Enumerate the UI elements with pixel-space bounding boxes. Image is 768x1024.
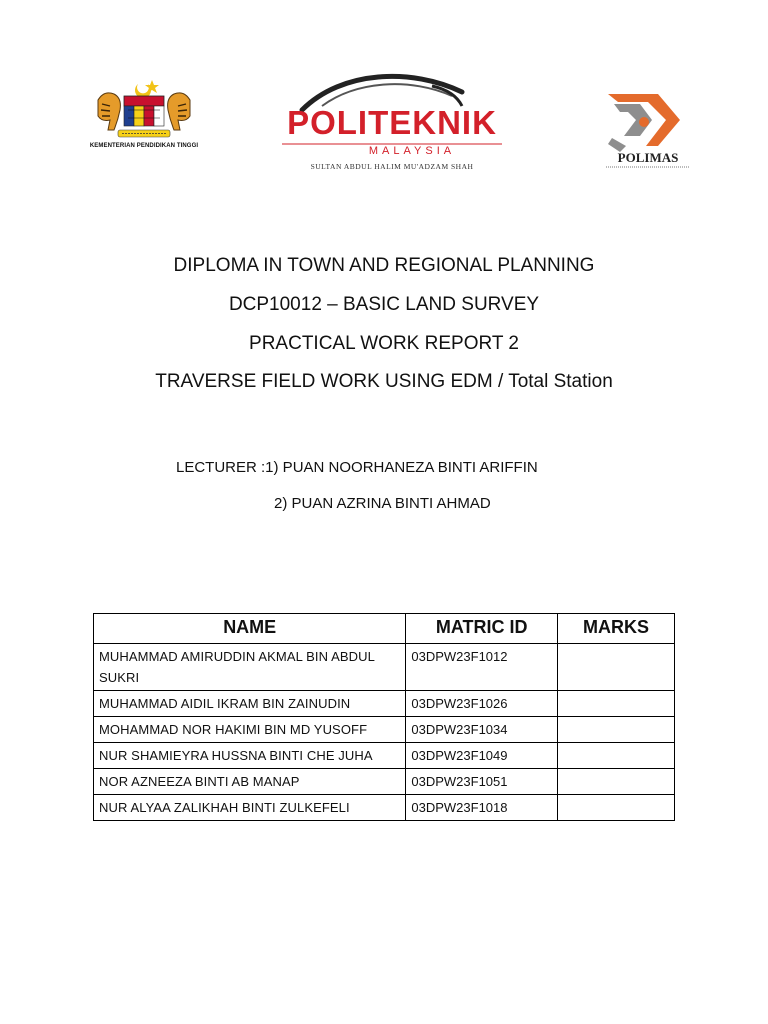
student-name: NUR SHAMIEYRA HUSSNA BINTI CHE JUHA bbox=[94, 743, 406, 769]
politeknik-wordmark: POLITEKNIK bbox=[287, 104, 497, 141]
header-name: NAME bbox=[94, 614, 406, 644]
student-name: MOHAMMAD NOR HAKIMI BIN MD YUSOFF bbox=[94, 717, 406, 743]
student-name: MUHAMMAD AIDIL IKRAM BIN ZAINUDIN bbox=[94, 691, 406, 717]
student-table bbox=[93, 613, 675, 821]
report-title: PRACTICAL WORK REPORT 2 bbox=[249, 333, 519, 354]
table-row bbox=[94, 717, 675, 743]
report-subject-title: TRAVERSE FIELD WORK USING EDM / Total Station bbox=[155, 371, 613, 392]
student-name: MUHAMMAD AMIRUDDIN AKMAL BIN ABDUL SUKRI bbox=[94, 644, 406, 691]
programme-title: DIPLOMA IN TOWN AND REGIONAL PLANNING bbox=[173, 255, 595, 276]
polimas-wordmark: POLIMAS bbox=[617, 150, 679, 165]
lecturer-line-2: 2) PUAN AZRINA BINTI AHMAD bbox=[274, 495, 491, 512]
student-marks bbox=[557, 691, 674, 717]
kpt-crest-logo bbox=[88, 78, 200, 158]
student-matric-id: 03DPW23F1034 bbox=[406, 717, 558, 743]
lecturer-line-1: LECTURER :1) PUAN NOORHANEZA BINTI ARIFFIN bbox=[176, 459, 538, 476]
table-row bbox=[94, 743, 675, 769]
politeknik-swoosh-icon bbox=[262, 72, 522, 177]
student-matric-id: 03DPW23F1051 bbox=[406, 769, 558, 795]
student-matric-id: 03DPW23F1012 bbox=[406, 644, 558, 691]
student-matric-id: 03DPW23F1049 bbox=[406, 743, 558, 769]
student-matric-id: 03DPW23F1026 bbox=[406, 691, 558, 717]
politeknik-malaysia-logo bbox=[262, 72, 522, 177]
header-matric-id: MATRIC ID bbox=[406, 614, 558, 644]
malaysia-subtitle: MALAYSIA bbox=[368, 145, 456, 157]
student-marks bbox=[557, 644, 674, 691]
polimas-logo bbox=[600, 86, 696, 171]
polytechnic-tagline: SULTAN ABDUL HALIM MU'ADZAM SHAH bbox=[310, 162, 474, 171]
student-matric-id: 03DPW23F1018 bbox=[406, 795, 558, 821]
student-marks bbox=[557, 743, 674, 769]
student-name: NOR AZNEEZA BINTI AB MANAP bbox=[94, 769, 406, 795]
table-row bbox=[94, 644, 675, 691]
ministry-caption: KEMENTERIAN PENDIDIKAN TINGGI bbox=[89, 143, 199, 149]
course-code-title: DCP10012 – BASIC LAND SURVEY bbox=[228, 294, 540, 315]
coat-of-arms-icon bbox=[88, 78, 200, 142]
student-name: NUR ALYAA ZALIKHAH BINTI ZULKEFELI bbox=[94, 795, 406, 821]
table-row bbox=[94, 769, 675, 795]
table-header-row bbox=[94, 614, 675, 644]
polimas-emblem-icon bbox=[600, 86, 696, 171]
table-row bbox=[94, 795, 675, 821]
student-marks bbox=[557, 795, 674, 821]
table-row bbox=[94, 691, 675, 717]
student-marks bbox=[557, 717, 674, 743]
student-marks bbox=[557, 769, 674, 795]
header-marks: MARKS bbox=[557, 614, 674, 644]
